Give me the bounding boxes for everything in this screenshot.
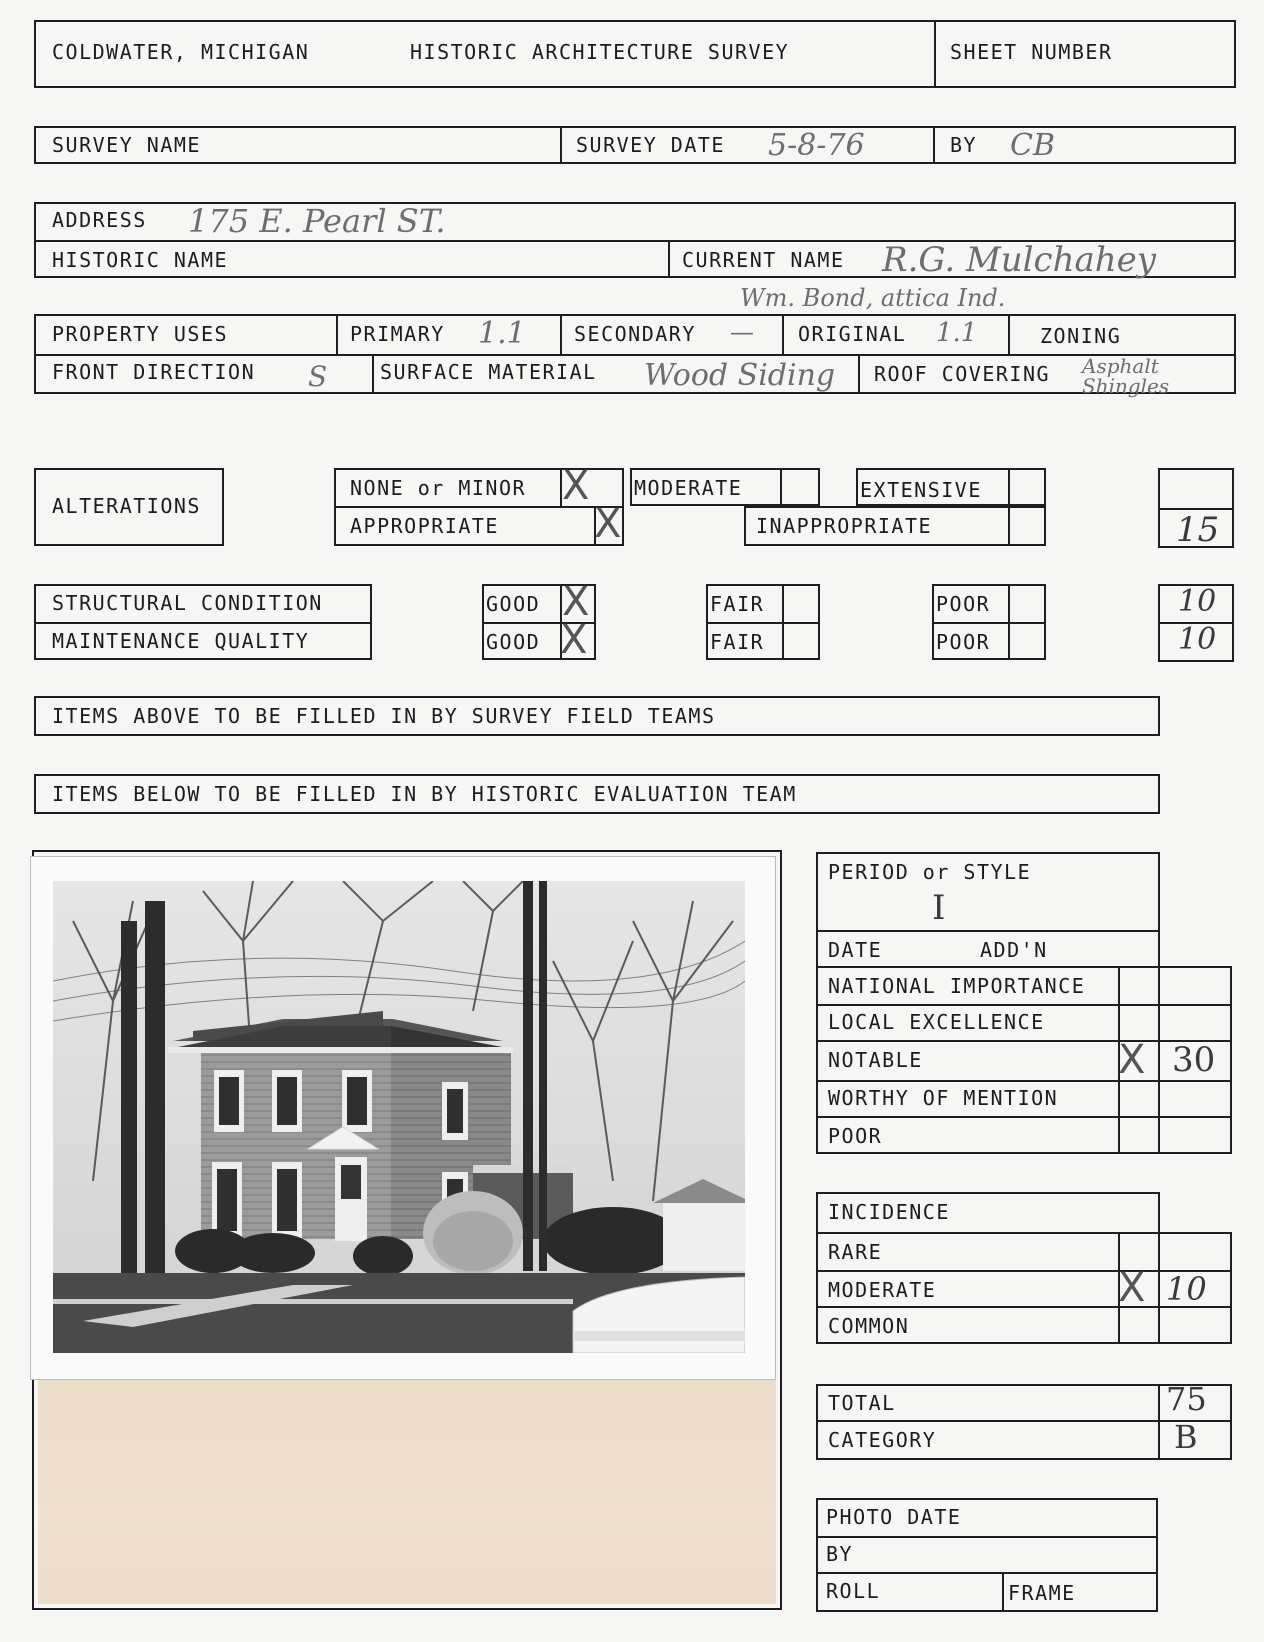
notable-label: NOTABLE — [828, 1048, 923, 1072]
structural-condition-label: STRUCTURAL CONDITION — [52, 591, 323, 615]
surface-material-value: Wood Siding — [644, 358, 836, 393]
roof-covering-value-1: Asphalt — [1082, 354, 1159, 378]
incidence-moderate-label: MODERATE — [828, 1278, 937, 1302]
surface-material-label: SURFACE MATERIAL — [380, 360, 597, 384]
current-name-label: CURRENT NAME — [682, 248, 845, 272]
total-label: TOTAL — [828, 1391, 896, 1415]
roof-covering-label: ROOF COVERING — [874, 362, 1051, 386]
maintenance-good-check-mark: X — [560, 617, 588, 663]
evaluation-poor-label: POOR — [828, 1124, 883, 1148]
local-excellence-label: LOCAL EXCELLENCE — [828, 1010, 1045, 1034]
secondary-value: — — [730, 318, 754, 346]
address-value: 175 E. Pearl ST. — [188, 202, 446, 240]
field-team-note: ITEMS ABOVE TO BE FILLED IN BY SURVEY FIELD TEAMS — [52, 704, 716, 728]
common-label: COMMON — [828, 1314, 910, 1338]
roll-label: ROLL — [826, 1579, 881, 1603]
rare-label: RARE — [828, 1240, 883, 1264]
maintenance-fair-label: FAIR — [710, 630, 765, 654]
survey-date-label: SURVEY DATE — [576, 133, 725, 157]
current-name-value: R.G. Mulchahey — [882, 240, 1156, 280]
front-direction-label: FRONT DIRECTION — [52, 360, 256, 384]
structural-good-check-mark: X — [562, 579, 590, 625]
maintenance-poor-label: POOR — [936, 630, 991, 654]
national-importance-label: NATIONAL IMPORTANCE — [828, 974, 1086, 998]
appropriate-check-mark: X — [594, 501, 622, 547]
addn-label: ADD'N — [980, 938, 1048, 962]
alterations-label: ALTERATIONS — [52, 494, 201, 518]
frame-label: FRAME — [1008, 1581, 1076, 1605]
structural-poor-label: POOR — [936, 592, 991, 616]
none-minor-label: NONE or MINOR — [350, 476, 527, 500]
notable-score: 30 — [1172, 1040, 1216, 1080]
category-value: B — [1174, 1418, 1198, 1456]
front-direction-value: S — [308, 360, 328, 393]
zoning-label: ZONING — [1040, 324, 1122, 348]
structural-score: 10 — [1178, 584, 1217, 619]
primary-value: 1.1 — [478, 316, 526, 351]
maintenance-quality-label: MAINTENANCE QUALITY — [52, 629, 310, 653]
category-label: CATEGORY — [828, 1428, 937, 1452]
house-photograph — [30, 856, 776, 1380]
period-style-value: I — [932, 888, 946, 928]
incidence-label: INCIDENCE — [828, 1200, 950, 1224]
inappropriate-label: INAPPROPRIATE — [756, 514, 933, 538]
survey-name-label: SURVEY NAME — [52, 133, 201, 157]
survey-by-label: BY — [950, 133, 978, 157]
primary-label: PRIMARY — [350, 322, 445, 346]
photo-by-label: BY — [826, 1542, 854, 1566]
worthy-of-mention-label: WORTHY OF MENTION — [828, 1086, 1059, 1110]
roof-covering-value-2: Shingles — [1082, 374, 1170, 398]
maintenance-score: 10 — [1178, 622, 1217, 657]
house-photo-image — [53, 881, 745, 1353]
survey-date-value: 5-8-76 — [768, 128, 865, 163]
appropriate-label: APPROPRIATE — [350, 514, 499, 538]
header-city: COLDWATER, MICHIGAN — [52, 40, 310, 64]
maintenance-good-label: GOOD — [486, 630, 541, 654]
previous-owner-note: Wm. Bond, attica Ind. — [740, 284, 1006, 312]
period-style-label: PERIOD or STYLE — [828, 860, 1032, 884]
survey-by-value: CB — [1010, 128, 1055, 163]
moderate-label: MODERATE — [634, 476, 743, 500]
evaluation-team-note: ITEMS BELOW TO BE FILLED IN BY HISTORIC EVALUATION TEAM — [52, 782, 797, 806]
secondary-label: SECONDARY — [574, 322, 696, 346]
photo-stain — [38, 1378, 776, 1604]
incidence-moderate-check-mark: X — [1118, 1265, 1146, 1311]
alterations-score: 15 — [1176, 510, 1220, 550]
structural-fair-label: FAIR — [710, 592, 765, 616]
property-uses-label: PROPERTY USES — [52, 322, 229, 346]
total-value: 75 — [1166, 1380, 1207, 1418]
sheet-number-label: SHEET NUMBER — [950, 40, 1113, 64]
extensive-label: EXTENSIVE — [860, 478, 982, 502]
historic-name-label: HISTORIC NAME — [52, 248, 229, 272]
original-value: 1.1 — [936, 318, 978, 348]
address-label: ADDRESS — [52, 208, 147, 232]
structural-good-label: GOOD — [486, 592, 541, 616]
incidence-score: 10 — [1166, 1270, 1207, 1308]
photo-date-label: PHOTO DATE — [826, 1505, 962, 1529]
date-label: DATE — [828, 938, 883, 962]
none-minor-check-mark: X — [562, 463, 590, 509]
original-label: ORIGINAL — [798, 322, 907, 346]
notable-check-mark: X — [1118, 1037, 1146, 1083]
header-title: HISTORIC ARCHITECTURE SURVEY — [410, 40, 790, 64]
